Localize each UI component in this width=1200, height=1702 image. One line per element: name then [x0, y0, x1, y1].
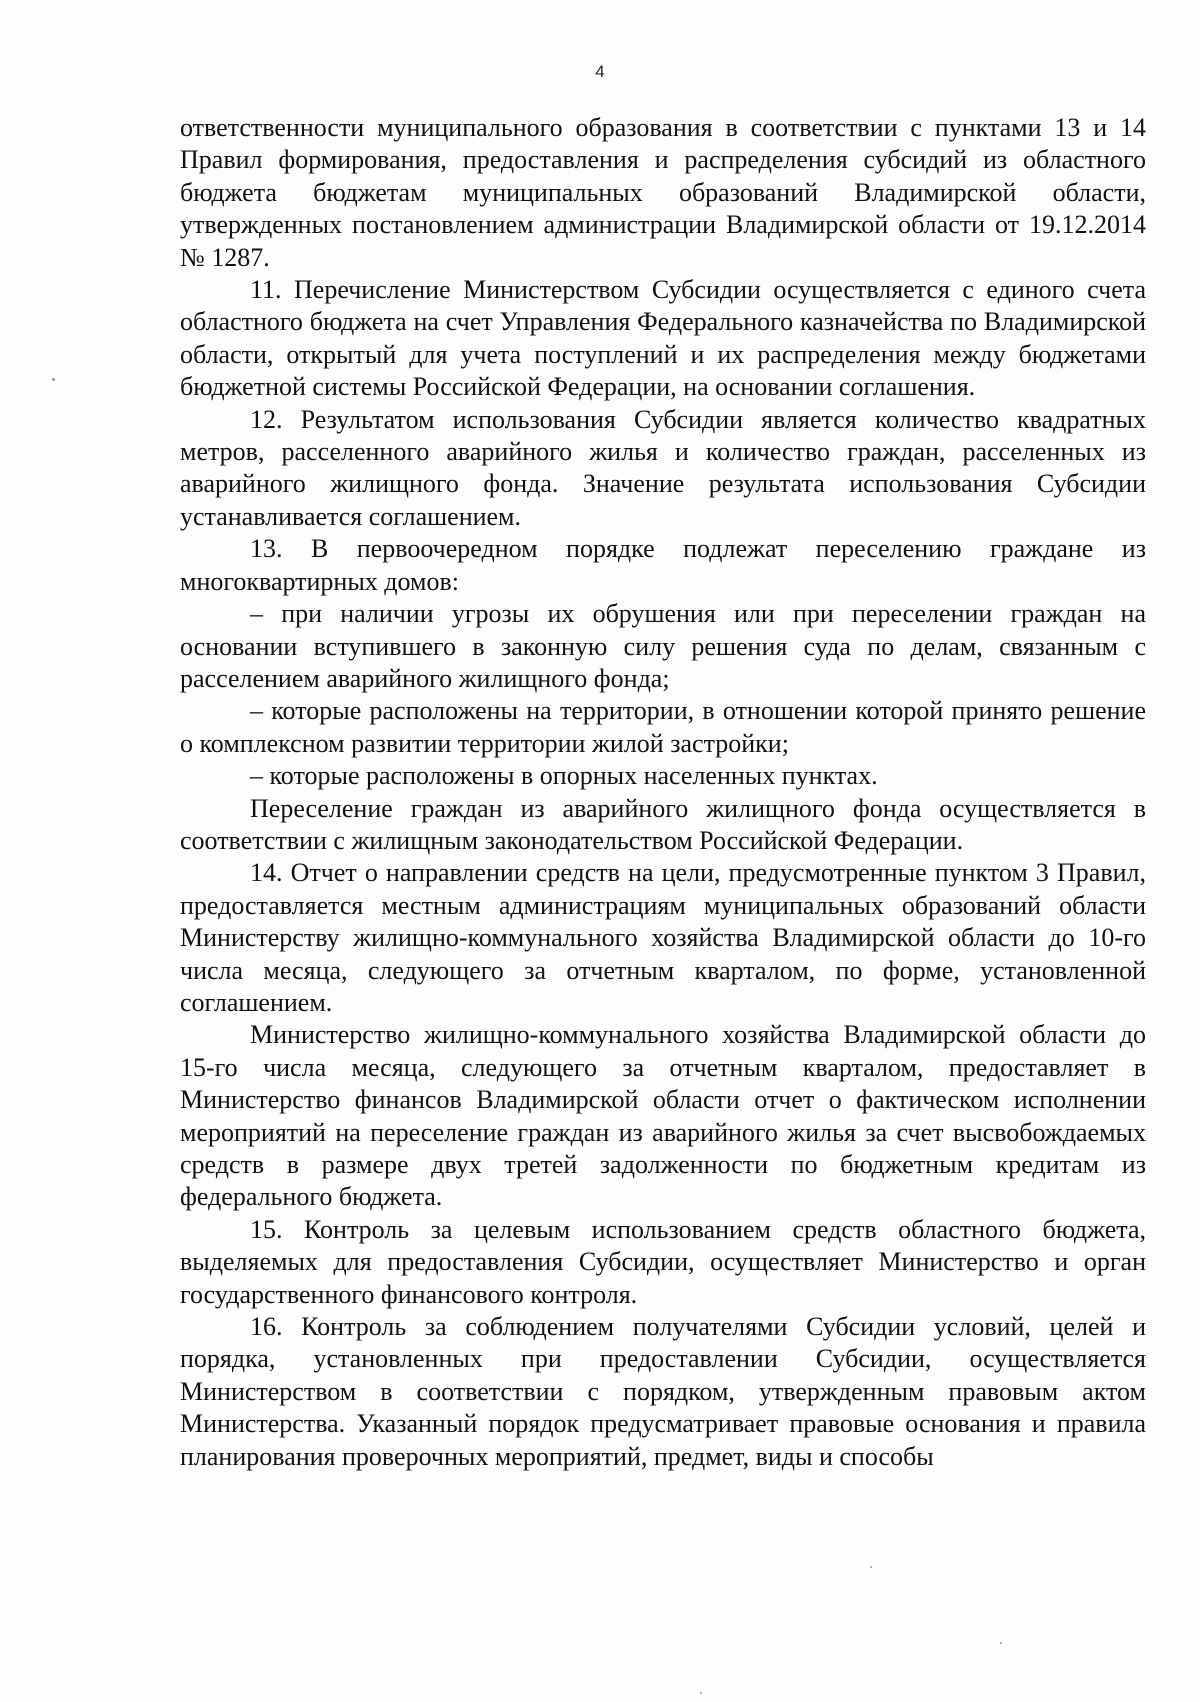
- paragraph-11: 11. Перечисление Министерством Субсидии осуществляется с единого счета областного бюджета на счет Управления Федерального казначейства по Владимирской области, открытый для учета поступлений и их распределения между бюджетами бюджетной системы Российской Федерации, на основании соглашения.: [180, 275, 1146, 402]
- paragraph-15: 15. Контроль за целевым использованием средств областного бюджета, выделяемых для предоставления Субсидии, осуществляет Министерство и орган государственного финансового контроля.: [180, 1214, 1146, 1309]
- paragraph-continuation: ответственности муниципального образования в соответствии с пунктами 13 и 14 Правил формирования, предоставления и распределения субсидий из областного бюджета бюджетам муниципальных образований Владимирской области, утвержденных постановлением администрации Владимирской области от 19.12.2014 № 1287.: [180, 113, 1146, 272]
- list-item-complex-development: – которые расположены на территории, в отношении которой принято решение о комплексном развитии территории жилой застройки;: [180, 696, 1146, 758]
- paragraph-12: 12. Результатом использования Субсидии является количество квадратных метров, расселенного аварийного жилья и количество граждан, расселенных из аварийного жилищного фонда. Значение результата использования Субсидии устанавливается соглашением.: [180, 404, 1146, 531]
- page-number: 4: [595, 62, 605, 81]
- scan-speck: [870, 1566, 872, 1568]
- scan-speck: [52, 378, 55, 381]
- list-item-core-settlements: – которые расположены в опорных населенных пунктах.: [250, 761, 878, 791]
- paragraph-resettlement-law: Переселение граждан из аварийного жилищного фонда осуществляется в соответствии с жилищным законодательством Российской Федерации.: [180, 793, 1146, 855]
- paragraph-14: 14. Отчет о направлении средств на цели, предусмотренные пунктом 3 Правил, предоставляется местным администрациям муниципальных образований области Министерству жилищно-коммунального хозяйства Владимирской области до 10-го числа месяца, следующего за отчетным кварталом, по форме, установленной соглашением.: [180, 858, 1146, 1017]
- list-item-collapse-threat: – при наличии угрозы их обрушения или при переселении граждан на основании вступившего в законную силу решения суда по делам, связанным с расселением аварийного жилищного фонда;: [180, 599, 1146, 693]
- scan-speck: [1000, 1642, 1002, 1644]
- scan-speck: [700, 1692, 702, 1694]
- document-body: [180, 112, 1146, 1473]
- paragraph-13: 13. В первоочередном порядке подлежат переселению граждане из многоквартирных домов:: [180, 534, 1146, 596]
- paragraph-16: 16. Контроль за соблюдением получателями Субсидии условий, целей и порядка, установленных при предоставлении Субсидии, осуществляется Министерством в соответствии с порядком, утвержденным правовым актом Министерства. Указанный порядок предусматривает правовые основания и правила планирования проверочных мероприятий, предмет, виды и способы: [180, 1312, 1146, 1471]
- paragraph-ministry-report: Министерство жилищно-коммунального хозяйства Владимирской области до 15-го числа месяца, следующего за отчетным кварталом, предоставляет в Министерство финансов Владимирской области отчет о фактическом исполнении мероприятий на переселение граждан из аварийного жилья за счет высвобождаемых средств в размере двух третей задолженности по бюджетным кредитам из федерального бюджета.: [180, 1020, 1146, 1212]
